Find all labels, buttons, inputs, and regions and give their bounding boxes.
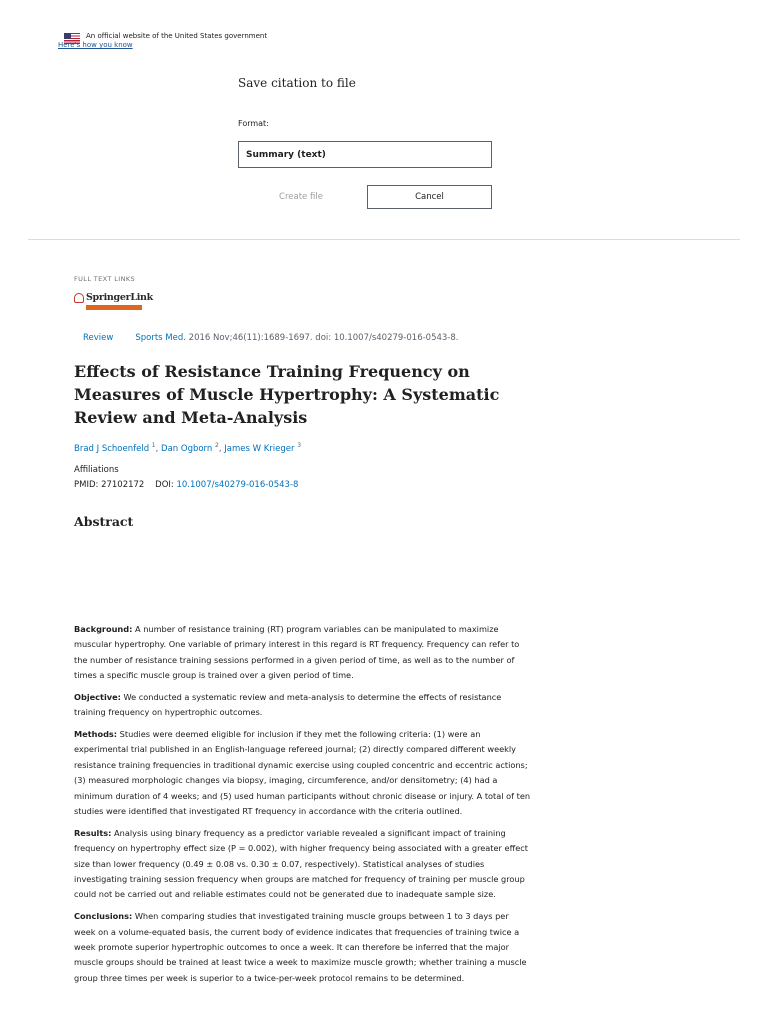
springerlink-logo-text: SpringerLink [86, 292, 153, 303]
abstract-background: Background: A number of resistance training (RT) program variables can be manipulated to maximize muscular hypertrophy. One variable of primary interest in this regard is RT frequency. Frequency can refer to the number of resistance training sessions performed in a given period of time, as well as to the number of times a specific muscle group is trained over a given period of time. [74, 624, 520, 681]
doi-link[interactable]: 10.1007/s40279-016-0543-8 [176, 480, 299, 490]
affiliations-toggle[interactable]: Affiliations [74, 465, 119, 475]
create-file-button[interactable]: Create file [279, 192, 323, 202]
author-link[interactable]: Brad J Schoenfeld [74, 443, 150, 454]
springerlink-link[interactable] [74, 292, 153, 312]
author-affil-number: 2 [215, 442, 219, 449]
springer-horse-icon [74, 293, 84, 303]
journal-link[interactable]: Sports Med. [135, 333, 186, 343]
article-title: Effects of Resistance Training Frequency on Measures of Muscle Hypertrophy: A Systematic Review and Meta-Analysis [74, 362, 500, 427]
article-type-link[interactable]: Review [83, 333, 114, 343]
format-select[interactable] [238, 141, 492, 168]
section-divider [28, 239, 740, 240]
abstract-objective: Objective: We conducted a systematic review and meta-analysis to determine the effects of resistance training frequency on hypertrophic outcomes. [74, 691, 502, 718]
format-select-value: Summary (text) [246, 149, 326, 160]
gov-banner-text: An official website of the United States government [86, 32, 268, 40]
pmid: PMID: 27102172 [74, 480, 145, 490]
article-meta-line [83, 333, 458, 343]
abstract-results: Results: Analysis using binary frequency as a predictor variable revealed a significant impact of training frequency on hypertrophy effect size (P = 0.002), with higher frequency being associated with a greater effect size than lower frequency (0.49 ± 0.08 vs. 0.30 ± 0.07, respectively). Statistical analyses of studies investigating training session frequency when groups are matched for frequency of training per muscle group could not be carried out and reliable estimates could not be generated due to inadequate sample size. [74, 827, 528, 900]
abstract-heading: Abstract [74, 514, 134, 529]
abstract-body [74, 622, 532, 992]
author-affil-number: 1 [151, 442, 156, 449]
identifiers-line [74, 480, 298, 490]
full-text-links-heading: FULL TEXT LINKS [74, 275, 136, 283]
author-link[interactable]: James W Krieger [224, 443, 295, 454]
doi-label: DOI: [155, 480, 177, 490]
author-list: Brad J Schoenfeld $^1$, Dan Ogborn $^2$, James W Krieger $^3$ [74, 442, 302, 454]
abstract-conclusions: Conclusions: When comparing studies that investigated training muscle groups between 1 to 3 days per week on a volume-equated basis, the current body of evidence indicates that frequencies of training twice a week promote superior hypertrophic outcomes to once a week. It can therefore be inferred that the major muscle groups should be trained at least twice a week to maximize muscle growth; whether training a muscle group three times per week is superior to a twice-per-week protocol remains to be determined. [74, 911, 527, 983]
cancel-button[interactable]: Cancel [367, 185, 492, 209]
format-label: Format: [238, 119, 269, 128]
heres-how-you-know-link[interactable]: Here's how you know [58, 41, 133, 49]
abstract-methods: Methods: Studies were deemed eligible for inclusion if they met the following criteria: (1) were an experimental trial published in an English-language refereed journal; (2) directly compared different weekly resistance training frequencies in traditional dynamic exercise using coupled concentric and eccentric actions; (3) measured morphologic changes via biopsy, imaging, circumference, and/or densitometry; (4) had a minimum duration of 4 weeks; and (5) used human participants without chronic disease or injury. A total of ten studies were identified that investigated RT frequency in accordance with the criteria outlined. [74, 729, 531, 817]
springerlink-logo-bar [86, 305, 142, 310]
article-citation: 2016 Nov;46(11):1689-1697. doi: 10.1007/s40279-016-0543-8. [185, 333, 459, 343]
author-link[interactable]: Dan Ogborn [161, 443, 213, 454]
save-citation-title: Save citation to file [238, 76, 356, 90]
author-affil-number: 3 [297, 442, 302, 449]
